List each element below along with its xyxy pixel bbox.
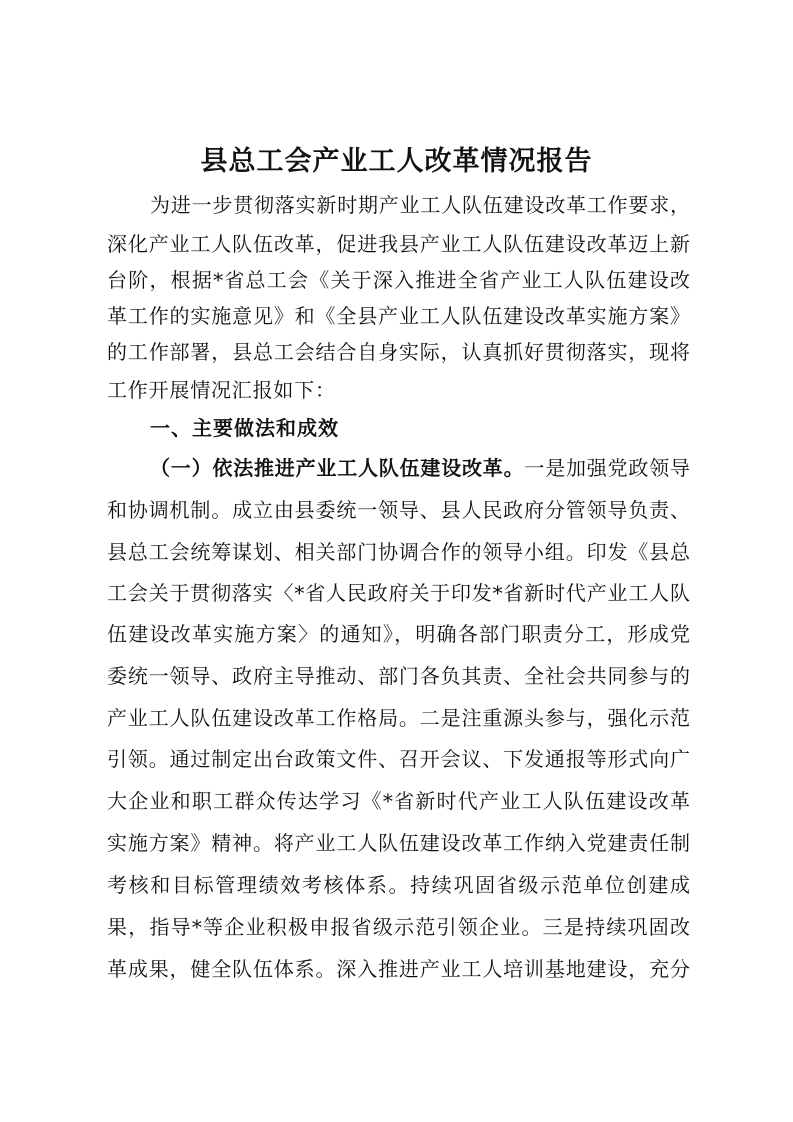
paragraph-line — [150, 456, 690, 480]
document-title: 县总工会产业工人改革情况报告 — [200, 146, 593, 177]
paragraph-line: 革工作的实施意见》和《全县产业工人队伍建设改革实施方案》 — [107, 304, 690, 328]
paragraph-line: 考核和目标管理绩效考核体系。持续巩固省级示范单位创建成 — [107, 873, 690, 897]
paragraph-line: 深化产业工人队伍改革，促进我县产业工人队伍建设改革迈上新 — [107, 232, 690, 256]
paragraph-line: 的工作部署，县总工会结合自身实际，认真抓好贯彻落实，现将 — [107, 340, 690, 364]
paragraph-line: 实施方案》精神。将产业工人队伍建设改革工作纳入党建责任制 — [107, 831, 690, 855]
paragraph-text: 一是加强党政领导 — [524, 456, 691, 480]
paragraph-line: 工会关于贯彻落实〈*省人民政府关于印发*省新时代产业工人队 — [107, 581, 690, 605]
paragraph-line: 为进一步贯彻落实新时期产业工人队伍建设改革工作要求， — [150, 193, 690, 217]
subsection-title: （一）依法推进产业工人队伍建设改革。 — [150, 456, 525, 480]
paragraph-line: 县总工会统筹谋划、相关部门协调合作的领导小组。印发《县总 — [107, 540, 690, 564]
paragraph-line: 引领。通过制定出台政策文件、召开会议、下发通报等形式向广 — [107, 747, 690, 771]
paragraph-line: 大企业和职工群众传达学习《*省新时代产业工人队伍建设改革 — [107, 789, 690, 813]
paragraph-line: 台阶，根据*省总工会《关于深入推进全省产业工人队伍建设改 — [107, 268, 690, 292]
paragraph-line: 和协调机制。成立由县委统一领导、县人民政府分管领导负责、 — [107, 498, 690, 522]
paragraph-line: 委统一领导、政府主导推动、部门各负其责、全社会共同参与的 — [107, 664, 690, 688]
section-heading: 一、主要做法和成效 — [150, 416, 339, 440]
paragraph-line: 革成果，健全队伍体系。深入推进产业工人培训基地建设，充分 — [107, 957, 690, 981]
paragraph-line: 工作开展情况汇报如下： — [107, 378, 336, 402]
paragraph-line: 伍建设改革实施方案〉的通知》，明确各部门职责分工，形成党 — [107, 622, 690, 646]
paragraph-line: 产业工人队伍建设改革工作格局。二是注重源头参与，强化示范 — [107, 706, 690, 730]
paragraph-line: 果，指导*等企业积极申报省级示范引领企业。三是持续巩固改 — [107, 915, 690, 939]
